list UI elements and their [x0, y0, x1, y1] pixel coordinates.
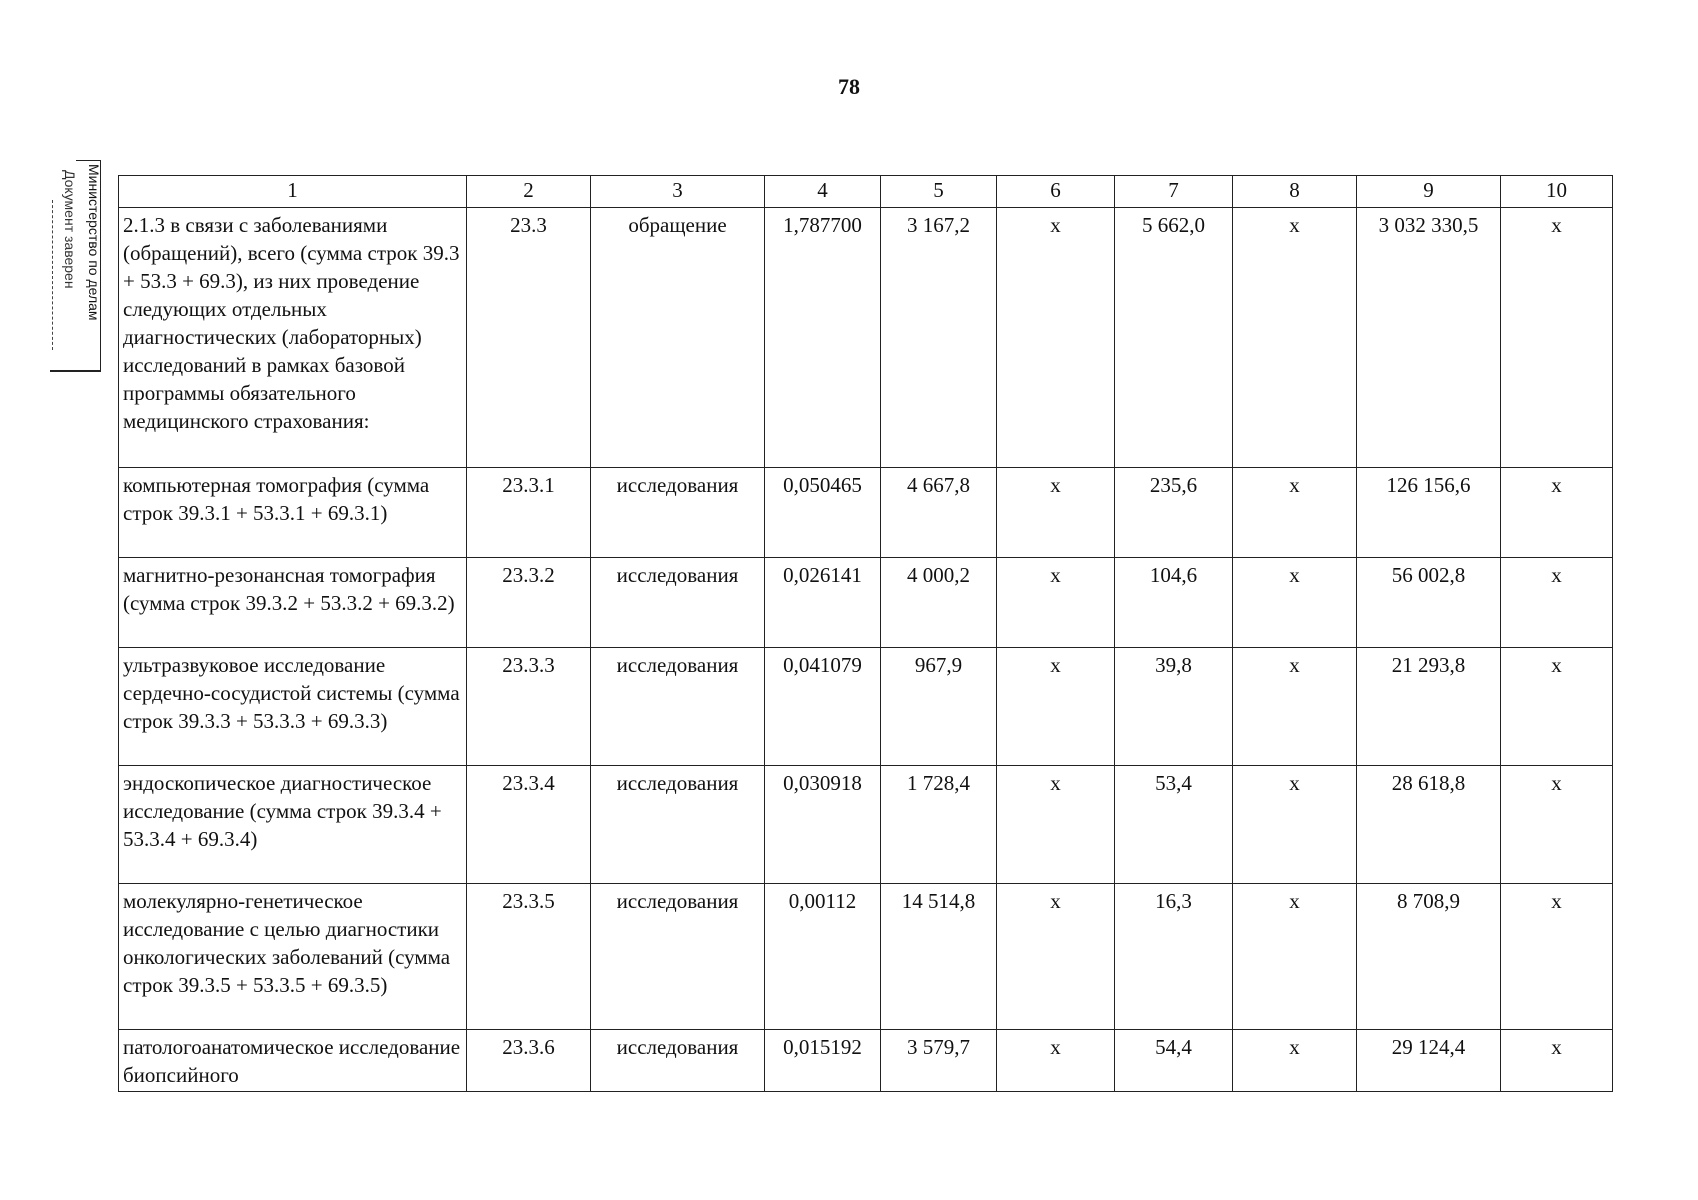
row-name-cell: магнитно-резонансная томография (сумма строк 39.3.2 + 53.3.2 + 69.3.2)	[119, 558, 467, 648]
value-cell: 8 708,9	[1357, 884, 1501, 1030]
row-name-cell: компьютерная томография (сумма строк 39.3.1 + 53.3.1 + 69.3.1)	[119, 468, 467, 558]
unit-cell: исследования	[591, 558, 765, 648]
value-cell: 235,6	[1115, 468, 1233, 558]
table-row	[119, 884, 1613, 1030]
column-header: 1	[119, 176, 467, 208]
value-cell: 21 293,8	[1357, 648, 1501, 766]
registration-stamp	[48, 160, 106, 376]
row-code-cell: 23.3.1	[467, 468, 591, 558]
value-cell: 1,787700	[765, 208, 881, 468]
value-cell: х	[1501, 766, 1613, 884]
value-cell: 4 667,8	[881, 468, 997, 558]
value-cell: х	[1501, 648, 1613, 766]
value-cell: х	[1233, 558, 1357, 648]
value-cell: 0,030918	[765, 766, 881, 884]
table-row	[119, 1030, 1613, 1092]
value-cell: 126 156,6	[1357, 468, 1501, 558]
unit-cell: исследования	[591, 468, 765, 558]
column-header: 2	[467, 176, 591, 208]
row-name-cell: ультразвуковое исследование сердечно-сосудистой системы (сумма строк 39.3.3 + 53.3.3 + 69.3.3)	[119, 648, 467, 766]
column-header: 8	[1233, 176, 1357, 208]
unit-cell: исследования	[591, 884, 765, 1030]
value-cell: 16,3	[1115, 884, 1233, 1030]
row-code-cell: 23.3	[467, 208, 591, 468]
row-name-cell: патологоанатомическое исследование биопсийного	[119, 1030, 467, 1092]
value-cell: 104,6	[1115, 558, 1233, 648]
value-cell: 3 032 330,5	[1357, 208, 1501, 468]
value-cell: 0,041079	[765, 648, 881, 766]
value-cell: х	[997, 558, 1115, 648]
value-cell: х	[1233, 766, 1357, 884]
unit-cell: исследования	[591, 766, 765, 884]
value-cell: х	[1501, 884, 1613, 1030]
value-cell: х	[997, 766, 1115, 884]
column-header: 7	[1115, 176, 1233, 208]
value-cell: х	[997, 648, 1115, 766]
value-cell: 14 514,8	[881, 884, 997, 1030]
page-number: 78	[838, 74, 860, 99]
value-cell: 0,00112	[765, 884, 881, 1030]
value-cell: 0,050465	[765, 468, 881, 558]
value-cell: х	[1233, 208, 1357, 468]
table-row	[119, 558, 1613, 648]
row-code-cell: 23.3.3	[467, 648, 591, 766]
column-header: 10	[1501, 176, 1613, 208]
column-header: 6	[997, 176, 1115, 208]
row-name-cell: 2.1.3 в связи с заболеваниями (обращений), всего (сумма строк 39.3 + 53.3 + 69.3), из них проведение следующих отдельных диагностических (лабораторных) исследований в рамках базовой программы обязательного медицинского страхования:	[119, 208, 467, 468]
table-row	[119, 468, 1613, 558]
unit-cell: обращение	[591, 208, 765, 468]
stamp-text: Министерство по делам	[86, 164, 102, 321]
value-cell: х	[1501, 558, 1613, 648]
value-cell: 56 002,8	[1357, 558, 1501, 648]
row-code-cell: 23.3.2	[467, 558, 591, 648]
value-cell: х	[997, 884, 1115, 1030]
table-row	[119, 766, 1613, 884]
value-cell: 0,026141	[765, 558, 881, 648]
value-cell: 3 579,7	[881, 1030, 997, 1092]
column-header: 5	[881, 176, 997, 208]
indicators-table	[118, 175, 1613, 1092]
value-cell: 4 000,2	[881, 558, 997, 648]
stamp-faded-text: Документ заверен	[62, 170, 78, 289]
value-cell: х	[1501, 1030, 1613, 1092]
value-cell: 5 662,0	[1115, 208, 1233, 468]
value-cell: х	[997, 468, 1115, 558]
row-code-cell: 23.3.4	[467, 766, 591, 884]
column-header: 9	[1357, 176, 1501, 208]
row-name-cell: эндоскопическое диагностическое исследование (сумма строк 39.3.4 + 53.3.4 + 69.3.4)	[119, 766, 467, 884]
value-cell: х	[1233, 884, 1357, 1030]
column-header: 3	[591, 176, 765, 208]
value-cell: 39,8	[1115, 648, 1233, 766]
value-cell: 53,4	[1115, 766, 1233, 884]
column-header: 4	[765, 176, 881, 208]
stamp-dashed-line	[52, 200, 53, 350]
value-cell: 54,4	[1115, 1030, 1233, 1092]
row-code-cell: 23.3.5	[467, 884, 591, 1030]
value-cell: х	[1233, 1030, 1357, 1092]
unit-cell: исследования	[591, 1030, 765, 1092]
value-cell: 1 728,4	[881, 766, 997, 884]
value-cell: 3 167,2	[881, 208, 997, 468]
value-cell: х	[1501, 468, 1613, 558]
table-row	[119, 648, 1613, 766]
stamp-underline	[50, 370, 100, 372]
value-cell: 0,015192	[765, 1030, 881, 1092]
value-cell: 29 124,4	[1357, 1030, 1501, 1092]
value-cell: х	[1233, 648, 1357, 766]
row-name-cell: молекулярно-генетическое исследование с целью диагностики онкологических заболеваний (сумма строк 39.3.5 + 53.3.5 + 69.3.5)	[119, 884, 467, 1030]
table-row	[119, 208, 1613, 468]
value-cell: х	[997, 1030, 1115, 1092]
value-cell: х	[1233, 468, 1357, 558]
value-cell: 967,9	[881, 648, 997, 766]
column-number-row	[119, 176, 1613, 208]
value-cell: х	[1501, 208, 1613, 468]
row-code-cell: 23.3.6	[467, 1030, 591, 1092]
value-cell: х	[997, 208, 1115, 468]
unit-cell: исследования	[591, 648, 765, 766]
value-cell: 28 618,8	[1357, 766, 1501, 884]
